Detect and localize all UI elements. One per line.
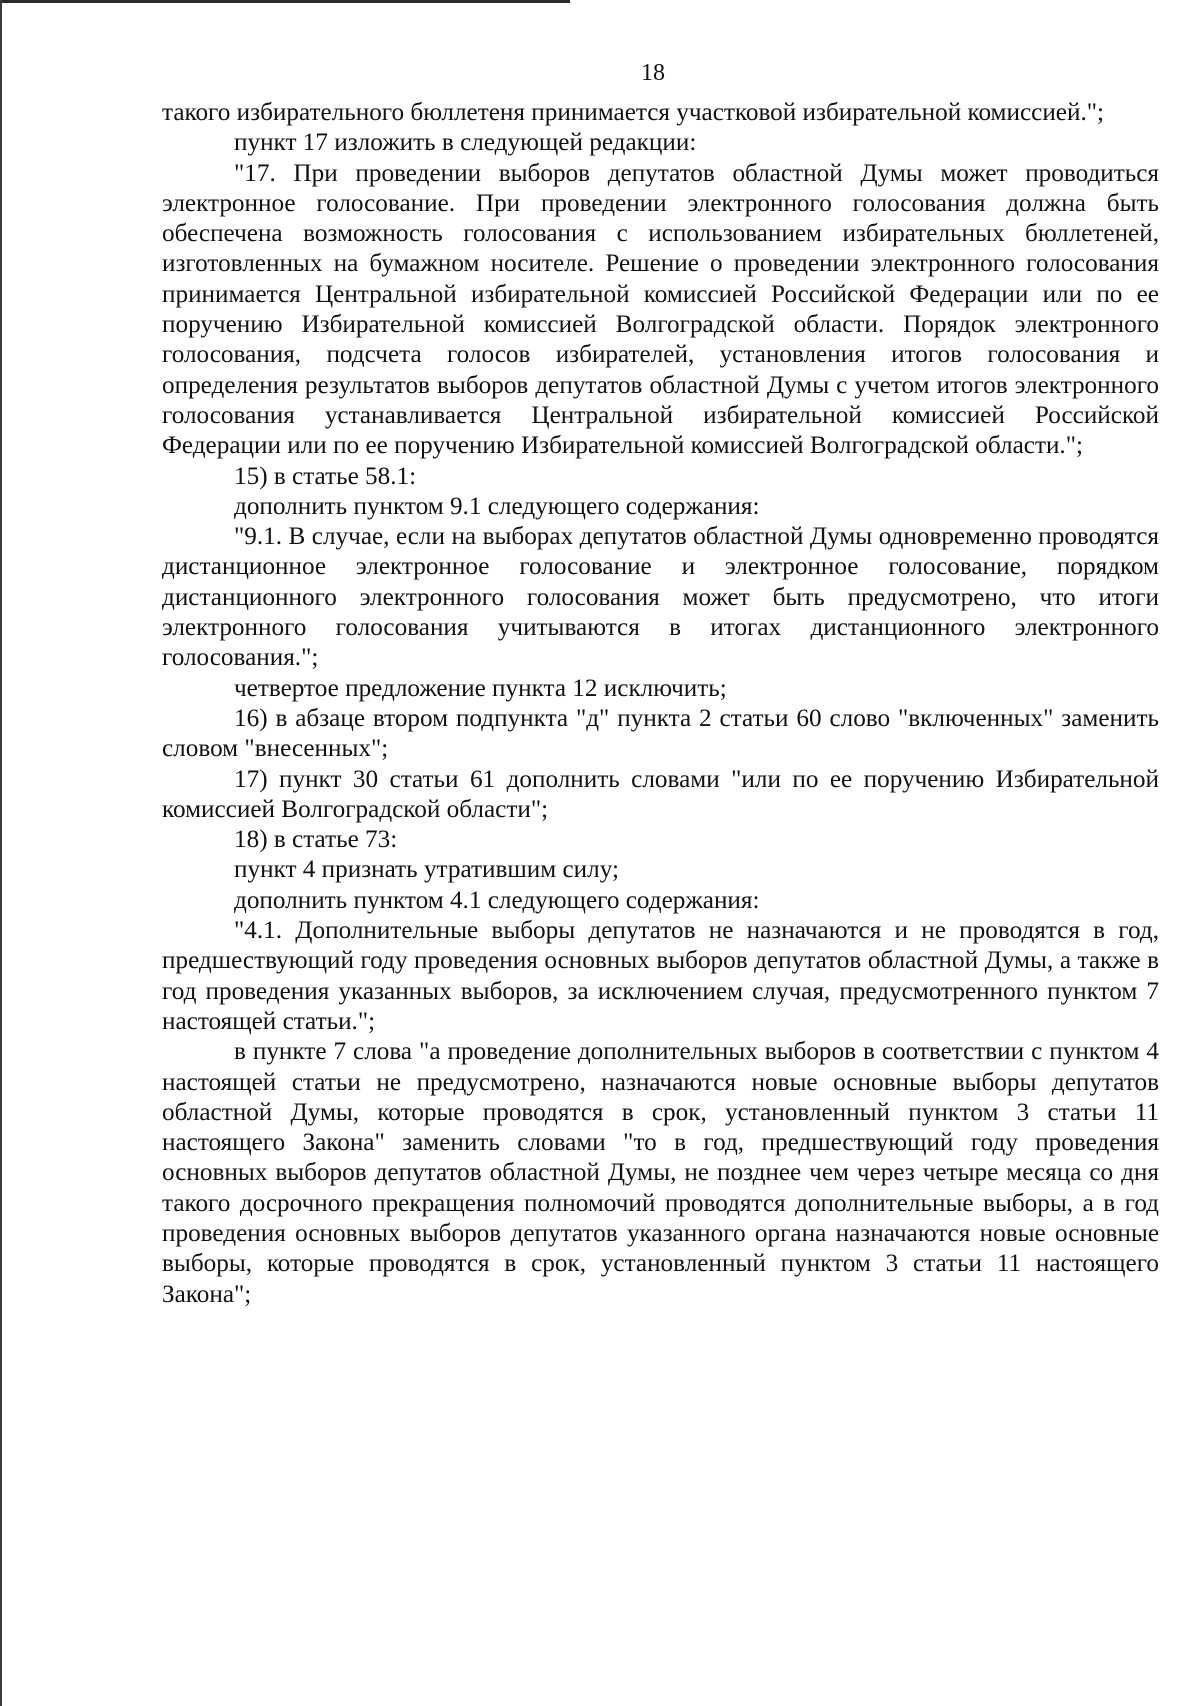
scan-edge-top (0, 0, 570, 3)
paragraph: 17) пункт 30 статьи 61 дополнить словами "или по ее поручению Избирательной комиссией Волгоградской области"; (162, 765, 1159, 823)
paragraph: пункт 4 признать утратившим силу; (234, 856, 619, 884)
paragraph: четвертое предложение пункта 12 исключить; (234, 674, 727, 702)
paragraph: такого избирательного бюллетеня принимается участковой избирательной комиссией."; (162, 99, 1105, 126)
paragraph: пункт 17 изложить в следующей редакции: (234, 129, 697, 157)
paragraph: "9.1. В случае, если на выборах депутатов областной Думы одновременно проводятся дистанционное электронное голосование и электронное голосование, порядком дистанционного электронного голосования может быть предусмотрено, что итоги электронного голосования учитываются в итогах дистанционного электронного голосования."; (162, 523, 1159, 672)
paragraph: 16) в абзаце втором подпункта "д" пункта 2 статьи 60 слово "включенных" заменить словом "внесенных"; (162, 704, 1159, 763)
paragraph: "17. При проведении выборов депутатов областной Думы может проводиться электронное голосование. При проведении электронного голосования должна быть обеспечена возможность голосования с использованием избирательных бюллетеней, изготовленных на бумажном носителе. Решение о проведении электронного голосования принимается Центральной избирательной комиссией Российской Федерации или по ее поручению Избирательной комиссией Волгоградской области. Порядок электронного голосования, подсчета голосов избирателей, установления итогов голосования и определения результатов выборов депутатов областной Думы с учетом итогов электронного голосования устанавливается Центральной избирательной комиссией Российской Федерации или по ее поручению Избирательной комиссией Волгоградской области."; (162, 159, 1159, 460)
paragraph: 18) в статье 73: (234, 826, 398, 854)
document-body (162, 98, 1159, 1310)
paragraph: "4.1. Дополнительные выборы депутатов не назначаются и не проводятся в год, предшествующий году проведения основных выборов депутатов областной Думы, а также в год проведения указанных выборов, за исключением случая, предусмотренного пунктом 7 настоящей статьи."; (162, 917, 1159, 1035)
paragraph: дополнить пунктом 9.1 следующего содержания: (234, 492, 760, 520)
paragraph: 15) в статье 58.1: (234, 462, 417, 490)
scan-edge-left (0, 0, 2, 1706)
paragraph: в пункте 7 слова "а проведение дополнительных выборов в соответствии с пунктом 4 настоящей статьи не предусмотрено, назначаются новые основные выборы депутатов областной Думы, которые проводятся в срок, установленный пунктом 3 статьи 11 настоящего Закона" заменить словами "то в год, предшествующий году проведения основных выборов депутатов областной Думы, не позднее чем через четыре месяца со дня такого досрочного прекращения полномочий проводятся дополнительные выборы, а в год проведения основных выборов депутатов указанного органа назначаются новые основные выборы, которые проводятся в срок, установленный пунктом 3 статьи 11 настоящего Закона"; (162, 1038, 1159, 1308)
page-number: 18 (641, 60, 665, 86)
paragraph: дополнить пунктом 4.1 следующего содержания: (234, 886, 760, 914)
